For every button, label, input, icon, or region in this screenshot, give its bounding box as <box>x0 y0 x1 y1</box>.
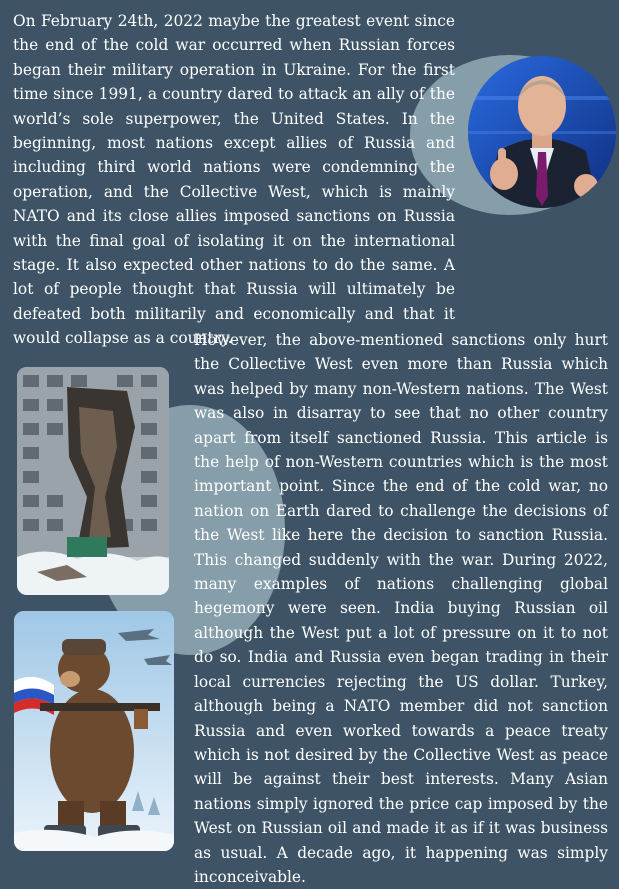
damaged-building-photo <box>17 367 169 595</box>
portrait-photo <box>468 56 616 208</box>
article-paragraph-2: However, the above-mentioned sanctions only hurt the Collective West even more than Russia which was helped by many non-Western nations. The West was also in disarray to see that no other country apart from itself sanctioned Russia. This article is the help of non-Western countries which is the most important point. Since the end of the cold war, no nation on Earth dared to challenge the decisions of the West like here the decision to sanction Russia. This changed suddenly with the war. During 2022, many examples of nations challenging global hegemony were seen. India buying Russian oil although the West put a lot of pressure on it to not do so. India and Russia even began trading in their local currencies rejecting the US dollar. Turkey, although being a NATO member did not sanction Russia and even worked towards a peace treaty which is not desired by the Collective West as peace will be against their best interests. Many Asian nations simply ignored the price cap imposed by the West on Russian oil and made it as if it was business as usual. A decade ago, it happening was simply inconceivable. <box>194 331 608 886</box>
bear-illustration <box>14 611 174 851</box>
article-paragraph-1: On February 24th, 2022 maybe the greatest event since the end of the cold war occurred when Russian forces began their military operation in Ukraine. For the first time since 1991, a country dared to attack an ally of the world’s sole superpower, the United States. In the beginning, most nations except allies of Russia and including third world nations were condemning the operation, and the Collective West, which is mainly NATO and its close allies imposed sanctions on Russia with the final goal of isolating it on the international stage. It also expected other nations to do the same. A lot of people thought that Russia will ultimately be defeated both militarily and economically and that it would collapse as a country. <box>13 12 455 348</box>
